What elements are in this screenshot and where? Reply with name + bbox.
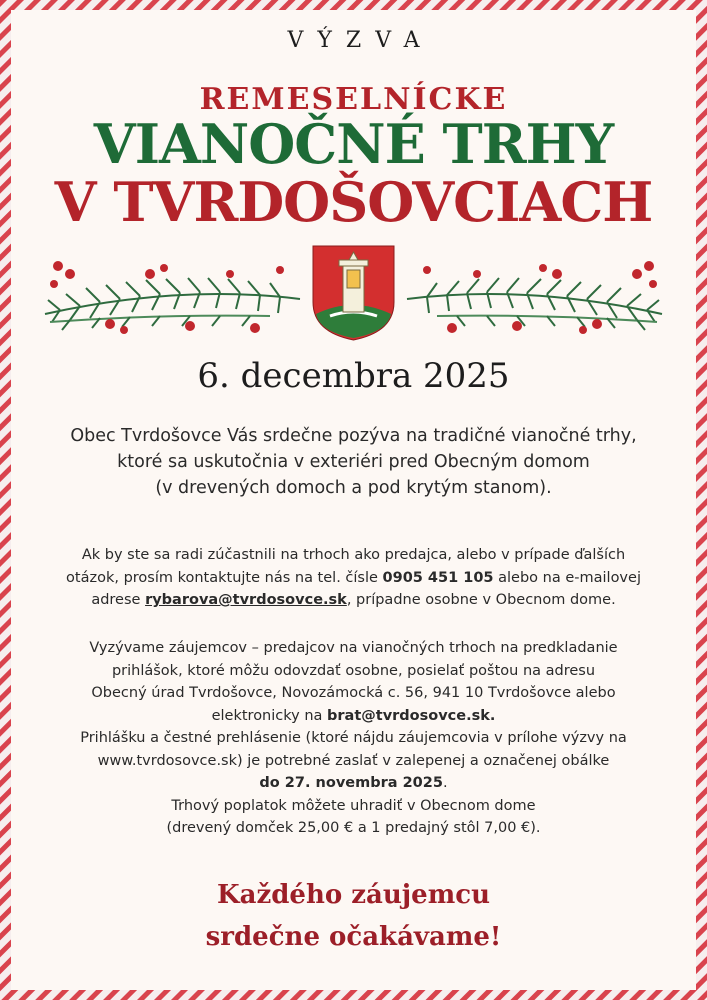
closing-message xyxy=(0,874,707,958)
call-line: Trhový poplatok môžete uhradiť v Obecnom dome xyxy=(171,797,536,814)
deadline: do 27. novembra 2025 xyxy=(259,775,443,791)
intro-line: ktoré sa uskutočnia v exteriéri pred Obecným domom xyxy=(117,452,590,472)
call-line: do 27. novembra 2025. xyxy=(259,775,448,791)
call-line: Vyzývame záujemcov – predajcov na vianočných trhoch na predkladanie xyxy=(89,640,618,656)
subtitle: REMESELNÍCKE xyxy=(199,82,508,117)
contact-line: adrese rybarova@tvrdosovce.sk, prípadne osobne v Obecnom dome. xyxy=(91,592,616,608)
closing-line: srdečne očakávame! xyxy=(205,922,502,952)
intro-line: Obec Tvrdošovce Vás srdečne pozýva na tradičné vianočné trhy, xyxy=(70,426,637,446)
call-line: www.tvrdosovce.sk) je potrebné zaslať v zalepenej a označenej obálke xyxy=(97,752,610,769)
contact-line: Ak by ste sa radi zúčastnili na trhoch ako predajca, alebo v prípade ďalších xyxy=(81,547,626,563)
page-title-line1: VIANOČNÉ TRHY xyxy=(93,112,614,176)
contact-line: otázok, prosím kontaktujte nás na tel. čísle 0905 451 105 alebo na e-mailovej xyxy=(66,569,641,586)
contact-paragraph xyxy=(30,544,677,612)
call-line: prihlášok, ktoré môžu odovzdať osobne, posielať poštou na adresu xyxy=(111,662,596,679)
call-paragraph xyxy=(30,637,677,840)
page-title-line2: V TVRDOŠOVCIACH xyxy=(54,170,653,234)
intro-line: (v drevených domoch a pod krytým stanom). xyxy=(155,478,552,498)
contact-email-link[interactable]: rybarova@tvrdosovce.sk xyxy=(145,592,347,608)
pine-branch-right-icon xyxy=(407,278,662,330)
call-line: (drevený domček 25,00 € a 1 predajný stôl 7,00 €). xyxy=(166,820,541,836)
intro-paragraph xyxy=(30,423,677,501)
call-line: Obecný úrad Tvrdošovce, Novozámocká c. 56, 941 10 Tvrdošovce alebo xyxy=(91,685,616,701)
pine-branch-left-icon xyxy=(45,278,300,330)
coat-of-arms-icon xyxy=(313,246,394,340)
application-email[interactable]: brat@tvrdosovce.sk. xyxy=(327,707,496,724)
label-vyzva: VÝZVA xyxy=(287,28,434,53)
christmas-garland xyxy=(40,244,667,344)
event-date: 6. decembra 2025 xyxy=(197,356,510,396)
call-line: elektronicky na brat@tvrdosovce.sk. xyxy=(211,707,496,724)
phone-number: 0905 451 105 xyxy=(382,569,494,586)
call-line: Prihlášku a čestné prehlásenie (ktoré nájdu záujemcovia v prílohe výzvy na xyxy=(80,730,627,746)
closing-line: Každého záujemcu xyxy=(217,880,490,910)
